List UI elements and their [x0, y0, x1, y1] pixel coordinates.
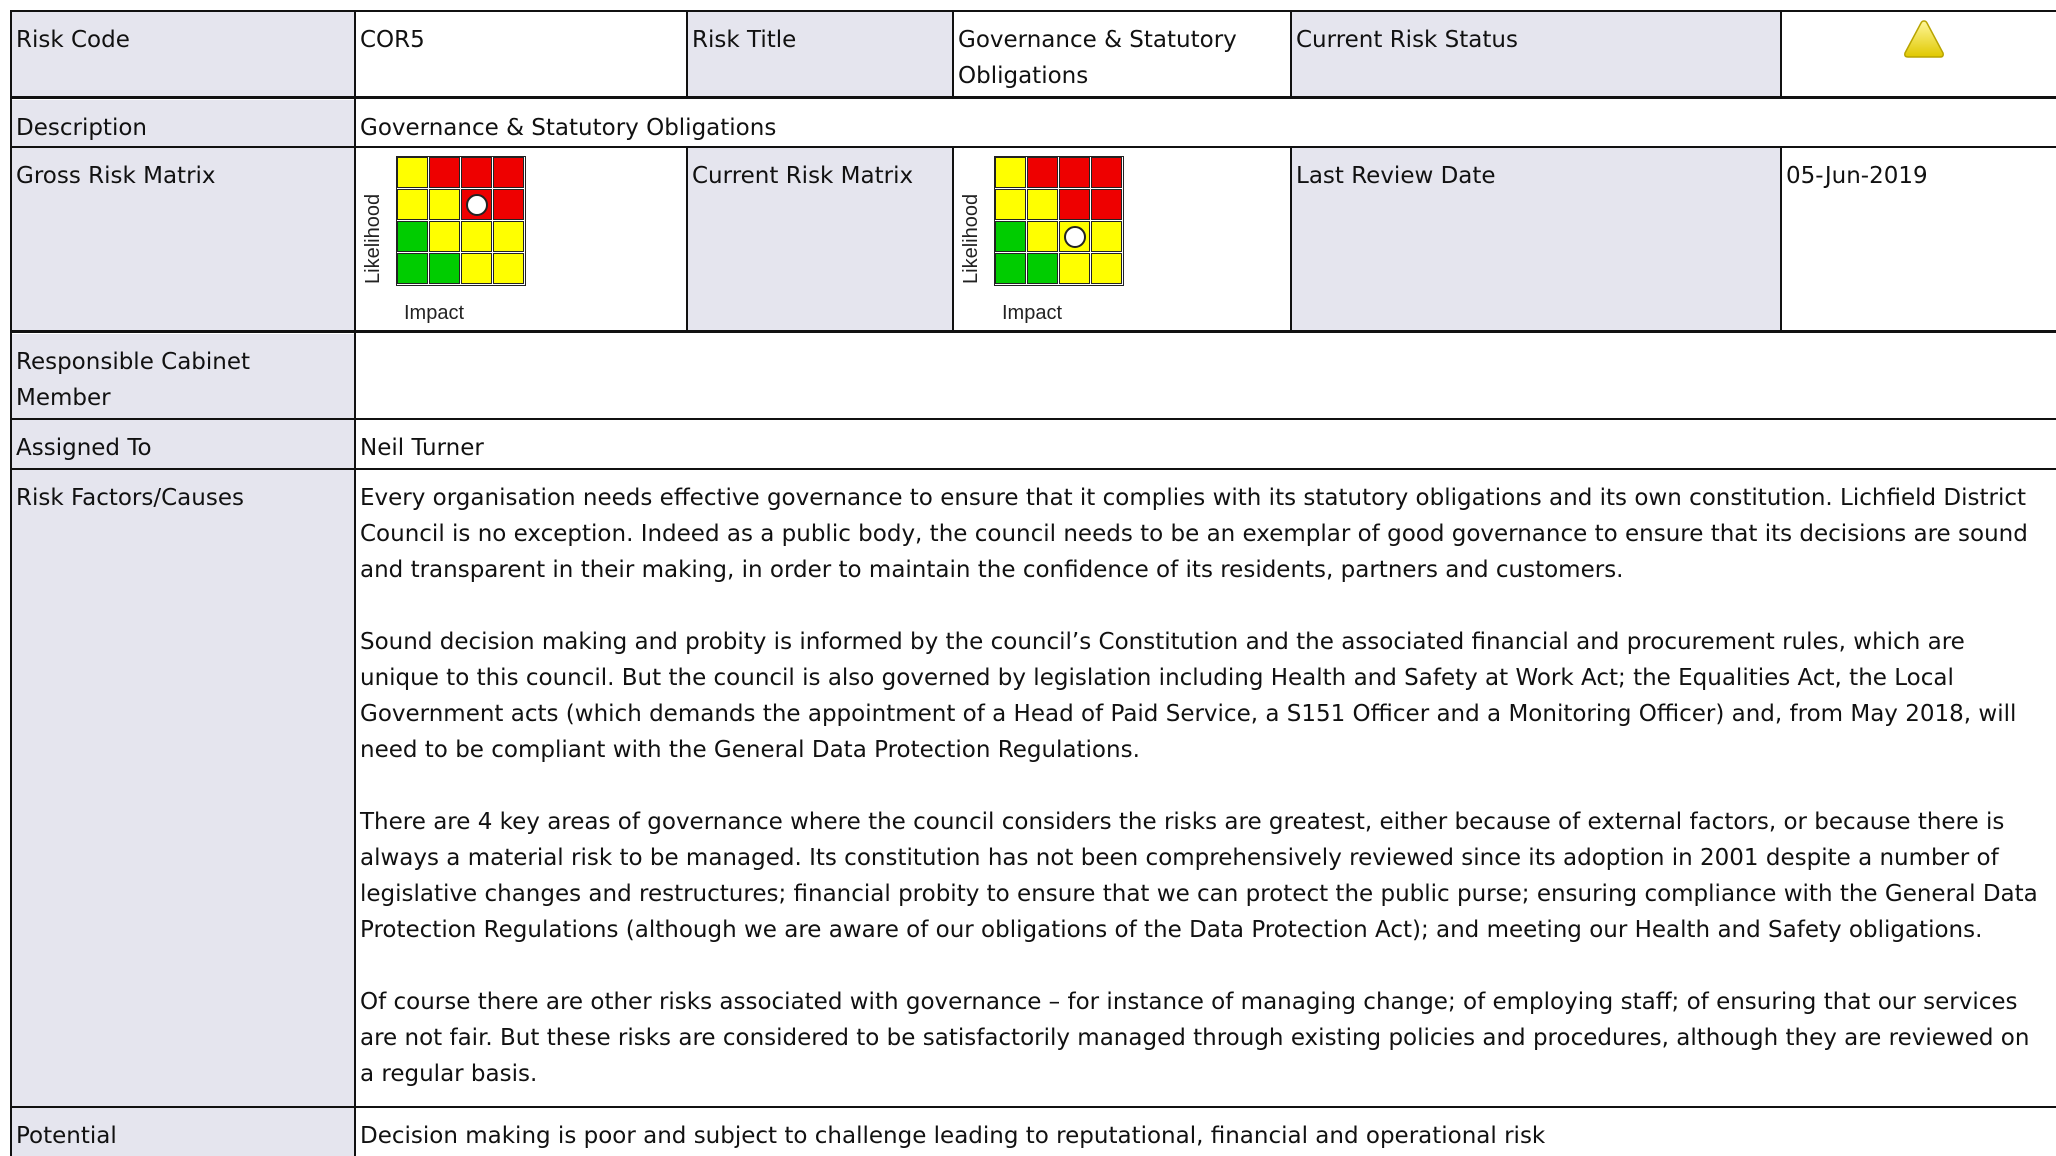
- gross-risk-matrix-label: Gross Risk Matrix: [12, 148, 354, 330]
- assigned-to-value: Neil Turner: [356, 420, 2056, 468]
- current-risk-grid: [994, 156, 1124, 286]
- matrix-cell: [1027, 157, 1058, 188]
- table-border: [10, 418, 2056, 420]
- risk-factors-paragraph: [360, 804, 2056, 948]
- risk-status-label: Current Risk Status: [1292, 12, 1780, 96]
- matrix-cell: [995, 253, 1026, 284]
- matrix-cell: [995, 157, 1026, 188]
- text-line: Every organisation needs effective governance to ensure that it complies with its statutory obligations and its own constitution. Lichfield District: [360, 485, 2027, 511]
- matrix-cell: [995, 189, 1026, 220]
- matrix-cell: [429, 221, 460, 252]
- potential-label: Potential: [12, 1108, 354, 1156]
- risk-factors-paragraph: [360, 480, 2056, 588]
- assigned-to-label: Assigned To: [12, 420, 354, 468]
- text-line: a regular basis.: [360, 1061, 538, 1087]
- matrix-cell: [1027, 253, 1058, 284]
- matrix-cell: [1059, 253, 1090, 284]
- description-value: Governance & Statutory Obligations: [356, 100, 2056, 146]
- matrix-cell: [1091, 221, 1122, 252]
- table-border: [354, 10, 356, 1156]
- table-border: [1290, 146, 1292, 332]
- text-line: Government acts (which demands the appointment of a Head of Paid Service, a S151 Officer and a Monitoring Officer) and, from May 2018, will: [360, 701, 2017, 727]
- cabinet-label-line: Member: [16, 385, 111, 411]
- table-border: [686, 10, 688, 98]
- table-border: [952, 146, 954, 332]
- text-line: Of course there are other risks associated with governance – for instance of managing change; of employing staff; of ensuring that our services: [360, 989, 2018, 1015]
- text-line: always a material risk to be managed. Its constitution has not been comprehensively reviewed since its adoption in 2001 despite a number of: [360, 845, 1999, 871]
- matrix-cell: [1027, 189, 1058, 220]
- matrix-cell: [1091, 253, 1122, 284]
- matrix-cell: [397, 221, 428, 252]
- risk-factors-text: [356, 470, 2056, 1106]
- risk-factors-label: Risk Factors/Causes: [12, 470, 354, 1106]
- text-line: unique to this council. But the council is also governed by legislation including Health and Safety at Work Act; the Equalities Act, the Local: [360, 665, 1954, 691]
- text-line: are not fair. But these risks are considered to be satisfactorily managed through existing policies and procedures, although they are reviewed on: [360, 1025, 2030, 1051]
- matrix-cell: [429, 157, 460, 188]
- matrix-cell: [1091, 157, 1122, 188]
- table-border: [1780, 10, 1782, 98]
- current-risk-matrix: [958, 156, 1138, 328]
- matrix-cell: [461, 221, 492, 252]
- table-border: [952, 10, 954, 98]
- table-border: [10, 10, 12, 1156]
- gross-risk-grid: [396, 156, 526, 286]
- matrix-cell: [461, 253, 492, 284]
- responsible-cabinet-member-label: [12, 334, 354, 418]
- likelihood-axis-label: Likelihood: [960, 193, 982, 284]
- matrix-cell: [461, 157, 492, 188]
- risk-title-line: Obligations: [958, 63, 1089, 89]
- text-line: Sound decision making and probity is informed by the council’s Constitution and the associated financial and procurement rules, which are: [360, 629, 1965, 655]
- risk-factors-paragraph: [360, 624, 2056, 768]
- table-border: [1780, 146, 1782, 332]
- impact-axis-label: Impact: [1002, 302, 1063, 324]
- impact-axis-label: Impact: [404, 302, 465, 324]
- responsible-cabinet-member-value: [356, 334, 2056, 418]
- matrix-cell: [397, 189, 428, 220]
- risk-code-value: COR5: [356, 12, 686, 96]
- matrix-cell: [429, 253, 460, 284]
- table-border: [1290, 10, 1292, 98]
- table-border: [10, 330, 2056, 333]
- cabinet-label-line: Responsible Cabinet: [16, 349, 251, 375]
- text-line: Council is no exception. Indeed as a public body, the council needs to be an exemplar of good governance to ensure that its decisions are sound: [360, 521, 2028, 547]
- risk-factors-paragraph: [360, 984, 2056, 1092]
- last-review-date-value: 05-Jun-2019: [1782, 148, 2056, 330]
- table-border: [10, 96, 2056, 99]
- current-risk-matrix-label: Current Risk Matrix: [688, 148, 952, 330]
- risk-position-marker: [466, 194, 488, 216]
- risk-status-cell: [1782, 12, 2056, 96]
- table-border: [686, 146, 688, 332]
- matrix-cell: [397, 253, 428, 284]
- table-border: [10, 146, 2056, 148]
- description-label: Description: [12, 100, 354, 146]
- risk-title-value: [954, 12, 1290, 96]
- text-line: need to be compliant with the General Data Protection Regulations.: [360, 737, 1140, 763]
- text-line: and transparent in their making, in order to maintain the confidence of its residents, partners and customers.: [360, 557, 1624, 583]
- warning-triangle-icon: [1902, 18, 1946, 60]
- text-line: legislative changes and restructures; financial probity to ensure that we can protect the public purse; ensuring compliance with the General Data: [360, 881, 2038, 907]
- matrix-cell: [429, 189, 460, 220]
- risk-position-marker: [1064, 226, 1086, 248]
- matrix-cell: [493, 189, 524, 220]
- likelihood-axis-label: Likelihood: [362, 193, 384, 284]
- matrix-cell: [397, 157, 428, 188]
- potential-value: Decision making is poor and subject to challenge leading to reputational, financial and operational risk: [356, 1108, 2056, 1156]
- table-border: [10, 468, 2056, 470]
- matrix-cell: [995, 221, 1026, 252]
- table-border: [10, 1106, 2056, 1108]
- matrix-cell: [1027, 221, 1058, 252]
- matrix-cell: [493, 221, 524, 252]
- risk-title-line: Governance & Statutory: [958, 27, 1237, 53]
- matrix-cell: [493, 157, 524, 188]
- text-line: There are 4 key areas of governance where the council considers the risks are greatest, either because of external factors, or because there is: [360, 809, 2005, 835]
- matrix-cell: [1059, 157, 1090, 188]
- text-line: Protection Regulations (although we are aware of our obligations of the Data Protection Act); and meeting our Health and Safety obligations.: [360, 917, 1983, 943]
- matrix-cell: [1059, 189, 1090, 220]
- last-review-date-label: Last Review Date: [1292, 148, 1780, 330]
- matrix-cell: [1091, 189, 1122, 220]
- matrix-cell: [493, 253, 524, 284]
- risk-title-label: Risk Title: [688, 12, 952, 96]
- gross-risk-matrix: [360, 156, 540, 328]
- table-border: [10, 10, 2056, 12]
- risk-code-label: Risk Code: [12, 12, 354, 96]
